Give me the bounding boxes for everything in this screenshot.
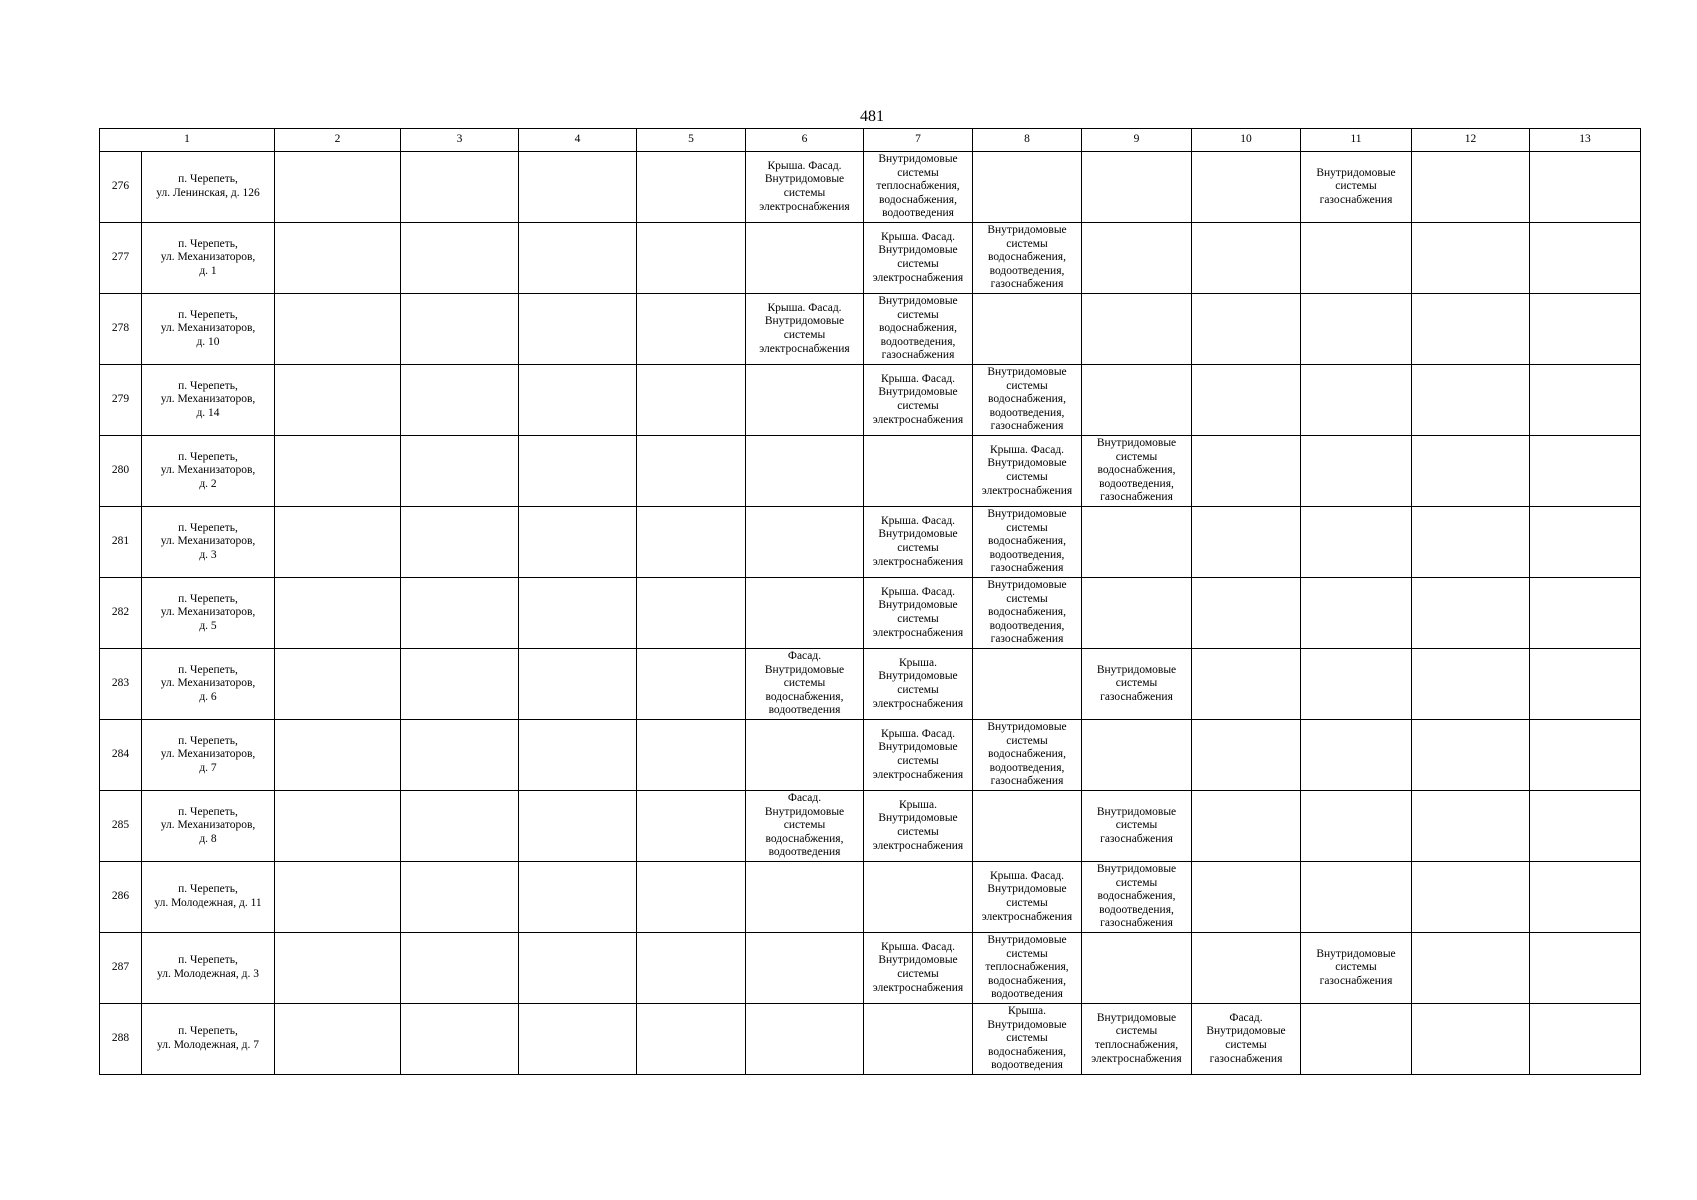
row-number-cell: 287 [100,933,142,1004]
col-3-cell [401,933,519,1004]
row-number-cell: 276 [100,152,142,223]
col-13-cell [1530,294,1641,365]
col-7-cell: Крыша. Фасад. Внутридомовые системы электроснабжения [864,720,973,791]
col-6-cell [746,578,864,649]
col-10-cell [1192,436,1301,507]
address-cell: п. Черепеть, ул. Механизаторов, д. 7 [142,720,275,791]
col-4-cell [519,933,637,1004]
col-4-cell [519,436,637,507]
col-6-cell [746,436,864,507]
col-7-cell: Крыша. Фасад. Внутридомовые системы электроснабжения [864,933,973,1004]
row-number-cell: 280 [100,436,142,507]
col-3-cell [401,649,519,720]
col-10-cell [1192,649,1301,720]
table-row [100,1004,1641,1075]
col-5-cell [637,578,746,649]
col-3-cell [401,223,519,294]
col-3-cell [401,365,519,436]
col-6-cell [746,507,864,578]
address-cell: п. Черепеть, ул. Механизаторов, д. 3 [142,507,275,578]
column-header: 2 [275,129,401,152]
col-2-cell [275,720,401,791]
col-13-cell [1530,365,1641,436]
column-header: 1 [100,129,275,152]
table-row [100,365,1641,436]
column-header: 3 [401,129,519,152]
col-13-cell [1530,791,1641,862]
col-2-cell [275,223,401,294]
col-9-cell [1082,720,1192,791]
column-header: 11 [1301,129,1412,152]
col-5-cell [637,933,746,1004]
col-11-cell [1301,720,1412,791]
col-11-cell [1301,365,1412,436]
col-3-cell [401,152,519,223]
column-header: 7 [864,129,973,152]
address-cell: п. Черепеть, ул. Молодежная, д. 7 [142,1004,275,1075]
table-row [100,436,1641,507]
col-10-cell [1192,294,1301,365]
address-cell: п. Черепеть, ул. Механизаторов, д. 6 [142,649,275,720]
col-12-cell [1412,152,1530,223]
col-12-cell [1412,933,1530,1004]
col-12-cell [1412,862,1530,933]
col-7-cell: Крыша. Внутридомовые системы электроснабжения [864,791,973,862]
col-5-cell [637,152,746,223]
col-2-cell [275,152,401,223]
col-2-cell [275,933,401,1004]
col-2-cell [275,365,401,436]
col-11-cell [1301,862,1412,933]
col-8-cell [973,294,1082,365]
col-4-cell [519,294,637,365]
col-11-cell: Внутридомовые системы газоснабжения [1301,152,1412,223]
column-header: 4 [519,129,637,152]
col-9-cell [1082,294,1192,365]
col-6-cell [746,365,864,436]
col-13-cell [1530,1004,1641,1075]
table-row [100,862,1641,933]
col-10-cell [1192,578,1301,649]
column-header: 9 [1082,129,1192,152]
address-cell: п. Черепеть, ул. Ленинская, д. 126 [142,152,275,223]
col-3-cell [401,720,519,791]
col-8-cell: Крыша. Внутридомовые системы водоснабжения, водоотведения [973,1004,1082,1075]
address-cell: п. Черепеть, ул. Механизаторов, д. 1 [142,223,275,294]
column-header: 13 [1530,129,1641,152]
table-body [100,152,1641,1075]
table-row [100,649,1641,720]
row-number-cell: 281 [100,507,142,578]
column-header: 5 [637,129,746,152]
col-11-cell [1301,649,1412,720]
col-8-cell: Внутридомовые системы водоснабжения, водоотведения, газоснабжения [973,223,1082,294]
col-3-cell [401,1004,519,1075]
col-6-cell [746,933,864,1004]
col-12-cell [1412,294,1530,365]
col-10-cell [1192,365,1301,436]
col-13-cell [1530,152,1641,223]
table-row [100,578,1641,649]
col-10-cell [1192,720,1301,791]
col-6-cell: Фасад. Внутридомовые системы водоснабжения, водоотведения [746,791,864,862]
address-cell: п. Черепеть, ул. Механизаторов, д. 8 [142,791,275,862]
col-5-cell [637,365,746,436]
col-13-cell [1530,862,1641,933]
row-number-cell: 277 [100,223,142,294]
col-7-cell: Крыша. Фасад. Внутридомовые системы электроснабжения [864,507,973,578]
col-13-cell [1530,578,1641,649]
col-5-cell [637,223,746,294]
col-4-cell [519,720,637,791]
col-11-cell [1301,791,1412,862]
col-10-cell: Фасад. Внутридомовые системы газоснабжения [1192,1004,1301,1075]
col-11-cell [1301,1004,1412,1075]
col-6-cell [746,720,864,791]
col-13-cell [1530,223,1641,294]
row-number-cell: 282 [100,578,142,649]
col-10-cell [1192,791,1301,862]
col-7-cell [864,436,973,507]
col-4-cell [519,507,637,578]
address-cell: п. Черепеть, ул. Механизаторов, д. 10 [142,294,275,365]
col-2-cell [275,791,401,862]
col-2-cell [275,862,401,933]
row-number-cell: 284 [100,720,142,791]
col-12-cell [1412,436,1530,507]
col-4-cell [519,1004,637,1075]
col-3-cell [401,578,519,649]
col-11-cell [1301,223,1412,294]
col-2-cell [275,578,401,649]
row-number-cell: 285 [100,791,142,862]
col-2-cell [275,649,401,720]
col-9-cell: Внутридомовые системы газоснабжения [1082,649,1192,720]
col-10-cell [1192,152,1301,223]
header-row [100,129,1641,152]
col-12-cell [1412,649,1530,720]
col-9-cell: Внутридомовые системы водоснабжения, водоотведения, газоснабжения [1082,862,1192,933]
col-12-cell [1412,791,1530,862]
col-9-cell: Внутридомовые системы водоснабжения, водоотведения, газоснабжения [1082,436,1192,507]
col-10-cell [1192,862,1301,933]
col-7-cell: Крыша. Фасад. Внутридомовые системы электроснабжения [864,223,973,294]
col-6-cell [746,862,864,933]
row-number-cell: 279 [100,365,142,436]
col-10-cell [1192,933,1301,1004]
col-12-cell [1412,578,1530,649]
col-9-cell [1082,365,1192,436]
address-cell: п. Черепеть, ул. Механизаторов, д. 14 [142,365,275,436]
col-2-cell [275,436,401,507]
col-7-cell: Внутридомовые системы теплоснабжения, водоснабжения, водоотведения [864,152,973,223]
col-3-cell [401,294,519,365]
col-4-cell [519,223,637,294]
col-5-cell [637,862,746,933]
col-11-cell: Внутридомовые системы газоснабжения [1301,933,1412,1004]
col-7-cell [864,862,973,933]
col-9-cell: Внутридомовые системы теплоснабжения, электроснабжения [1082,1004,1192,1075]
col-11-cell [1301,436,1412,507]
table-row [100,933,1641,1004]
table-row [100,507,1641,578]
col-13-cell [1530,436,1641,507]
col-9-cell [1082,223,1192,294]
col-6-cell [746,1004,864,1075]
address-cell: п. Черепеть, ул. Механизаторов, д. 2 [142,436,275,507]
col-2-cell [275,507,401,578]
col-11-cell [1301,294,1412,365]
col-3-cell [401,862,519,933]
col-8-cell: Внутридомовые системы водоснабжения, водоотведения, газоснабжения [973,578,1082,649]
col-7-cell: Крыша. Внутридомовые системы электроснабжения [864,649,973,720]
col-5-cell [637,649,746,720]
col-8-cell: Внутридомовые системы водоснабжения, водоотведения, газоснабжения [973,720,1082,791]
col-13-cell [1530,507,1641,578]
table-row [100,294,1641,365]
col-11-cell [1301,507,1412,578]
col-8-cell: Крыша. Фасад. Внутридомовые системы электроснабжения [973,436,1082,507]
col-6-cell [746,223,864,294]
col-10-cell [1192,507,1301,578]
col-9-cell [1082,152,1192,223]
col-12-cell [1412,507,1530,578]
address-cell: п. Черепеть, ул. Молодежная, д. 3 [142,933,275,1004]
col-8-cell: Крыша. Фасад. Внутридомовые системы электроснабжения [973,862,1082,933]
col-5-cell [637,720,746,791]
page-number: 481 [860,108,884,125]
col-2-cell [275,294,401,365]
col-6-cell: Крыша. Фасад. Внутридомовые системы электроснабжения [746,294,864,365]
repair-schedule-table [99,128,1641,1075]
col-8-cell: Внутридомовые системы водоснабжения, водоотведения, газоснабжения [973,507,1082,578]
col-13-cell [1530,649,1641,720]
col-4-cell [519,365,637,436]
col-5-cell [637,294,746,365]
col-12-cell [1412,223,1530,294]
col-5-cell [637,507,746,578]
col-5-cell [637,436,746,507]
col-8-cell [973,152,1082,223]
address-cell: п. Черепеть, ул. Молодежная, д. 11 [142,862,275,933]
row-number-cell: 288 [100,1004,142,1075]
col-6-cell: Крыша. Фасад. Внутридомовые системы электроснабжения [746,152,864,223]
table-row [100,791,1641,862]
col-8-cell [973,649,1082,720]
col-8-cell: Внутридомовые системы водоснабжения, водоотведения, газоснабжения [973,365,1082,436]
col-9-cell [1082,578,1192,649]
col-5-cell [637,1004,746,1075]
col-9-cell [1082,933,1192,1004]
col-4-cell [519,862,637,933]
col-8-cell [973,791,1082,862]
col-3-cell [401,791,519,862]
table-row [100,152,1641,223]
col-9-cell: Внутридомовые системы газоснабжения [1082,791,1192,862]
table-row [100,720,1641,791]
col-4-cell [519,649,637,720]
col-4-cell [519,791,637,862]
col-12-cell [1412,720,1530,791]
col-13-cell [1530,720,1641,791]
row-number-cell: 283 [100,649,142,720]
row-number-cell: 278 [100,294,142,365]
col-6-cell: Фасад. Внутридомовые системы водоснабжения, водоотведения [746,649,864,720]
col-5-cell [637,791,746,862]
col-3-cell [401,436,519,507]
table-row [100,223,1641,294]
col-4-cell [519,578,637,649]
col-7-cell: Крыша. Фасад. Внутридомовые системы электроснабжения [864,365,973,436]
col-7-cell [864,1004,973,1075]
col-8-cell: Внутридомовые системы теплоснабжения, водоснабжения, водоотведения [973,933,1082,1004]
col-4-cell [519,152,637,223]
column-header: 10 [1192,129,1301,152]
col-7-cell: Крыша. Фасад. Внутридомовые системы электроснабжения [864,578,973,649]
column-header: 12 [1412,129,1530,152]
col-13-cell [1530,933,1641,1004]
col-3-cell [401,507,519,578]
col-9-cell [1082,507,1192,578]
col-12-cell [1412,1004,1530,1075]
col-7-cell: Внутридомовые системы водоснабжения, водоотведения, газоснабжения [864,294,973,365]
column-header: 6 [746,129,864,152]
col-12-cell [1412,365,1530,436]
col-2-cell [275,1004,401,1075]
column-header: 8 [973,129,1082,152]
address-cell: п. Черепеть, ул. Механизаторов, д. 5 [142,578,275,649]
row-number-cell: 286 [100,862,142,933]
col-11-cell [1301,578,1412,649]
col-10-cell [1192,223,1301,294]
